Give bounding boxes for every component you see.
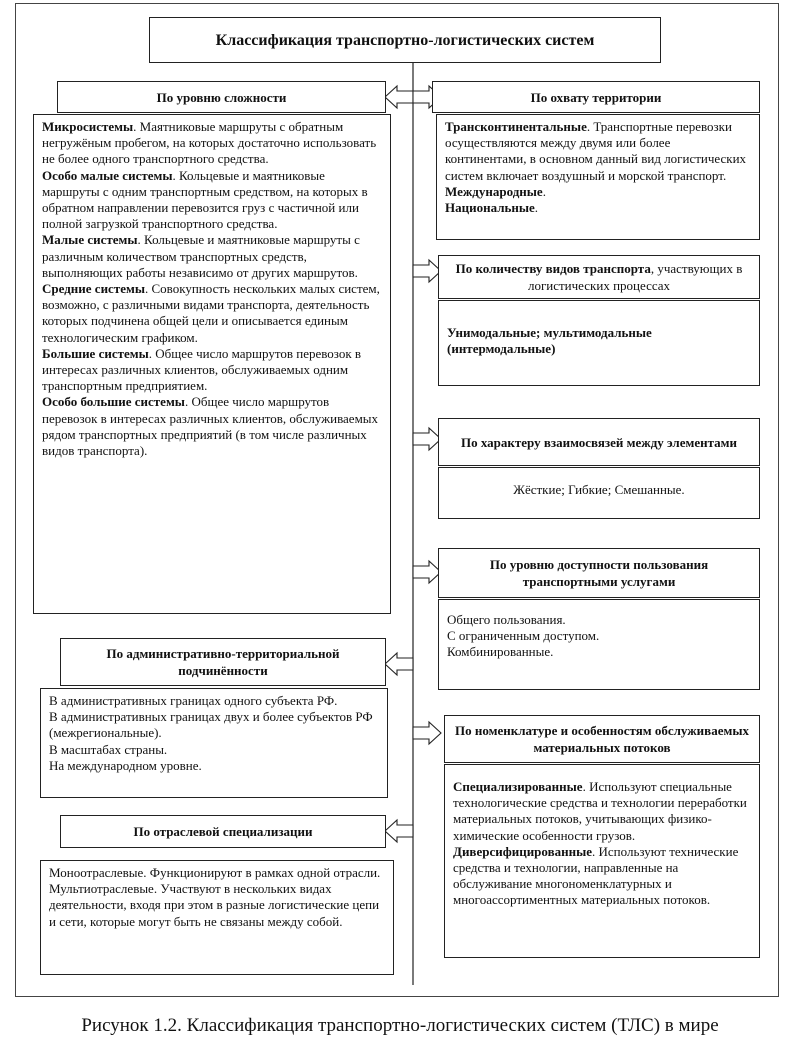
admin-header: По административно-территориальной подчинённости [60, 638, 386, 686]
admin-body [40, 688, 388, 798]
industry-item-0: Моноотраслевые. Функционируют в рамках одной отрасли. [49, 865, 381, 880]
admin-item-0: В административных границах одного субъекта РФ. [49, 693, 338, 708]
complexity-item-5: Особо большие системы. Общее число маршрутов перевозок в интересах различных клиентов, обслуживаемых рядом транспортных предприятий (в том числе различных видов транспорта). [42, 394, 379, 459]
nomenclature-item-1: Диверсифицированные. Используют технические средства и технологии, направленные на обслуживание многономенклатурных и многоассортиментных материальных потоков. [453, 843, 739, 908]
complexity-item-0: Микросистемы. Маятниковые маршруты с обратным негружёным пробегом, на которых достаточно использовать не более одного транспортного средства. [42, 119, 377, 167]
territory-item-2: Национальные. [445, 200, 539, 216]
complexity-item-3: Средние системы. Совокупность нескольких малых систем, возможно, с различными видами транспорта, деятельность которых подчинена общей цели и описывается единым технологическим графиком. [42, 281, 380, 345]
access-item-2: Комбинированные. [447, 644, 554, 660]
territory-item-0: Трансконтинентальные. Транспортные перевозки осуществляются между двумя или более континентами, в основном данный вид логистических систем включает воздушный и морской транспорт. [445, 119, 747, 183]
modes-body: Унимодальные; мультимодальные (интермодальные) [438, 300, 760, 386]
territory-body [436, 114, 760, 240]
complexity-item-1: Особо малые системы. Кольцевые и маятниковые маршруты с одним транспортным средством, на которых в обратном направлении перевозится груз с частичной или полной загрузкой транспортного средства. [42, 167, 368, 232]
figure-caption: Рисунок 1.2. Классификация транспортно-логистических систем (ТЛС) в мире [81, 1015, 719, 1036]
complexity-item-4: Большие системы. Общее число маршрутов перевозок в интересах различных клиентов, обслуживаемых одним транспортным предприятием. [42, 345, 362, 394]
links-body: Жёсткие; Гибкие; Смешанные. [438, 467, 760, 519]
nomenclature-body [444, 764, 760, 958]
nomenclature-item-0: Специализированные. Используют специальные технологические средства и технологии переработки материальных потоков, учитывающих физико-химические особенности грузов. [453, 779, 747, 843]
modes-header: По количеству видов транспорта, участвующих в логистических процессах [438, 255, 760, 299]
diagram-title: Классификация транспортно-логистических систем [149, 17, 661, 63]
admin-item-2: В масштабах страны. [49, 741, 168, 757]
nomenclature-header: По номенклатуре и особенностям обслуживаемых материальных потоков [444, 715, 760, 763]
access-body [438, 599, 760, 690]
access-header: По уровню доступности пользования транспортными услугами [438, 548, 760, 598]
links-header: По характеру взаимосвязей между элементами [438, 418, 760, 466]
industry-body [40, 860, 394, 975]
complexity-item-2: Малые системы. Кольцевые и маятниковые маршруты с различным количеством транспортных средств, выполняющих работы независимо от других маршрутов. [42, 232, 360, 280]
access-item-0: Общего пользования. [447, 612, 566, 627]
territory-header: По охвату территории [432, 81, 760, 113]
industry-item-1: Мультиотраслевые. Участвуют в нескольких видах деятельности, входя при этом в разные логистические цепи и сети, которые могут быть не связаны между собой. [49, 881, 380, 929]
admin-item-3: На международном уровне. [49, 757, 202, 773]
complexity-body [33, 114, 391, 614]
admin-item-1: В административных границах двух и более субъектов РФ (межрегиональные). [49, 709, 373, 741]
complexity-header: По уровню сложности [57, 81, 386, 113]
territory-item-1: Международные. [445, 183, 546, 199]
industry-header: По отраслевой специализации [60, 815, 386, 848]
access-item-1: С ограниченным доступом. [447, 628, 600, 644]
